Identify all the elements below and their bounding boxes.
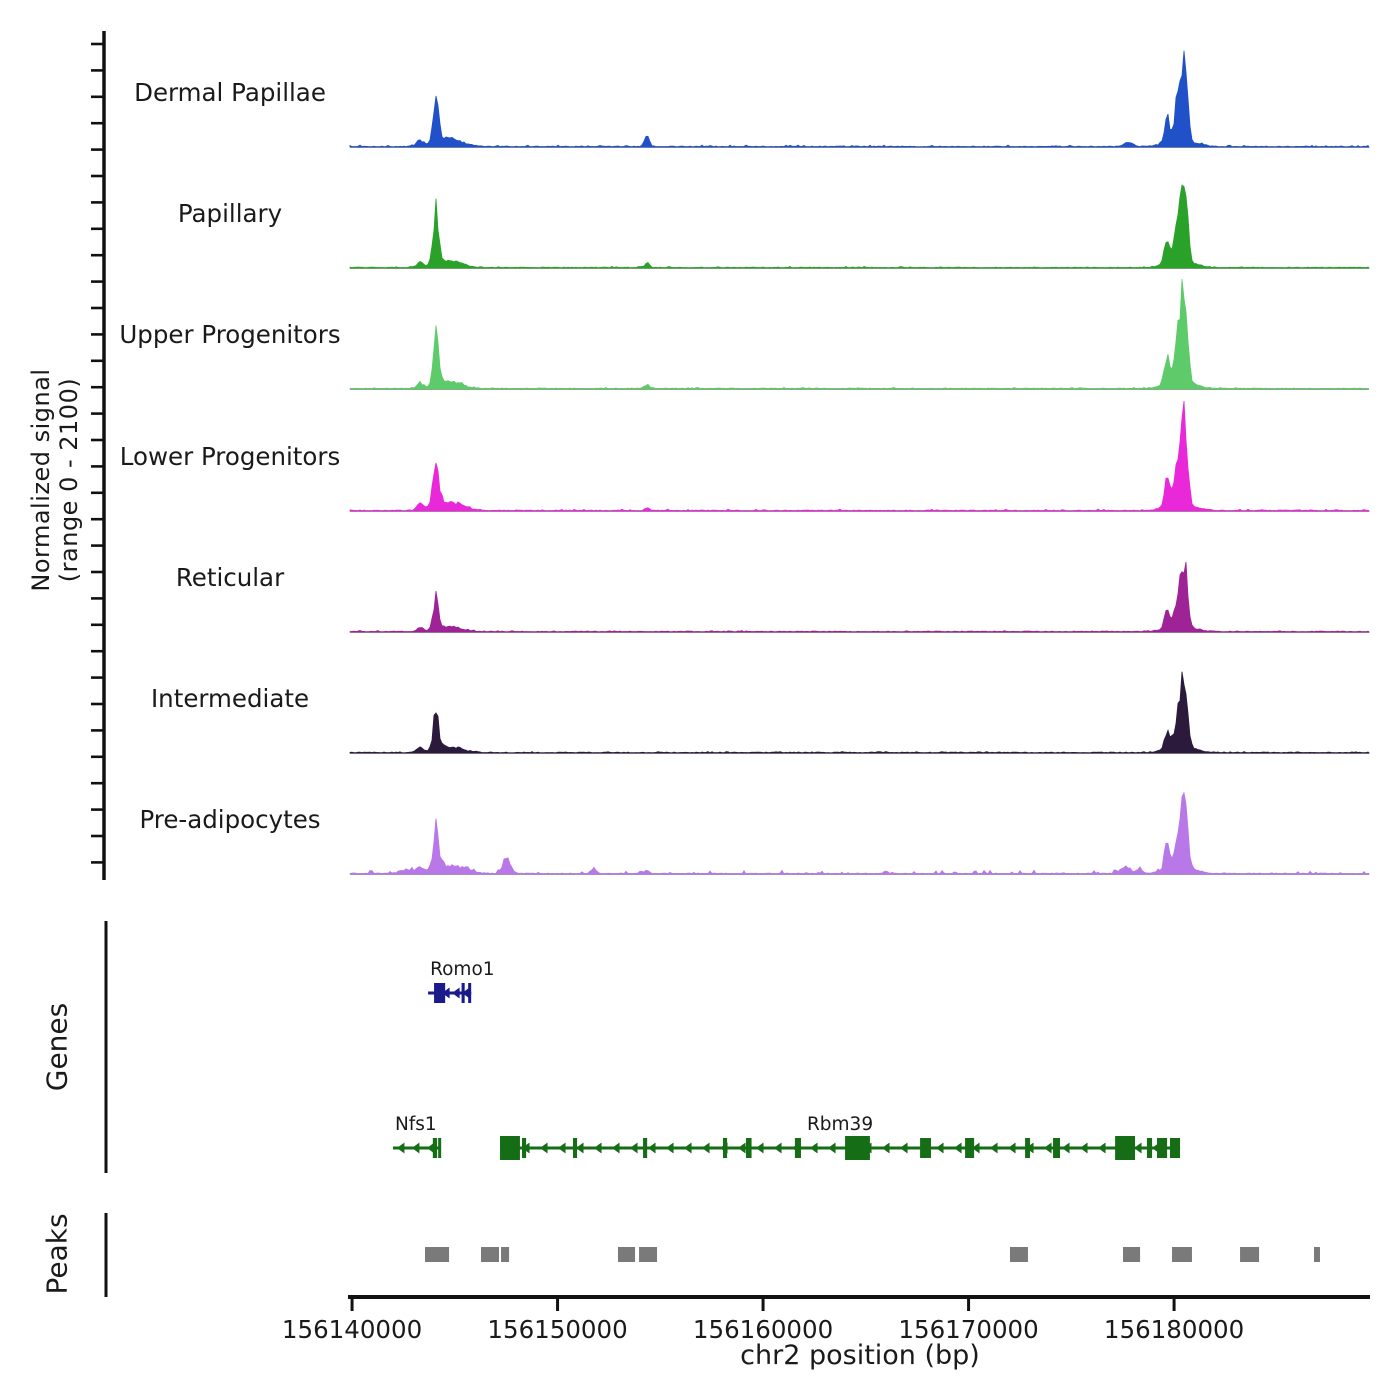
gene-exon [434, 983, 445, 1003]
gene-exon [746, 1138, 752, 1158]
signal-track-papillary [350, 185, 1369, 268]
gene-strand-arrow [936, 1143, 944, 1154]
track-label: Dermal Papillae [134, 78, 326, 107]
gene-strand-arrow [558, 1143, 566, 1154]
gene-strand-arrow [900, 1143, 908, 1154]
track-label: Lower Progenitors [119, 442, 341, 471]
peaks-section-label: Peaks [40, 1213, 74, 1295]
gene-exon [462, 983, 465, 1003]
gene-strand-arrow [594, 1143, 602, 1154]
gene-exon [433, 1138, 437, 1158]
gene-exon [438, 1138, 441, 1158]
gene-strand-arrow [810, 1143, 818, 1154]
genes-section-label: Genes [40, 1002, 74, 1092]
gene-strand-arrow [954, 1143, 962, 1154]
gene-strand-arrow [1044, 1143, 1052, 1154]
gene-exon [845, 1136, 870, 1160]
gene-exon [965, 1138, 974, 1158]
track-label: Papillary [177, 199, 283, 228]
gene-exon [500, 1136, 520, 1160]
gene-exon [1053, 1138, 1060, 1158]
peak-interval [618, 1247, 635, 1262]
peak-interval [481, 1247, 499, 1262]
track-label: Upper Progenitors [119, 320, 341, 349]
gene-strand-arrow [702, 1143, 710, 1154]
gene-label: Rbm39 [806, 1114, 874, 1135]
gene-strand-arrow [684, 1143, 692, 1154]
x-axis-tick-label: 156140000 [281, 1315, 423, 1344]
gene-exon [643, 1138, 647, 1158]
gene-strand-arrow [990, 1143, 998, 1154]
gene-strand-arrow [397, 1143, 405, 1154]
gene-exon [522, 1138, 526, 1158]
gene-exon [468, 983, 471, 1003]
peak-interval [1172, 1247, 1192, 1262]
x-axis-tick-label: 156150000 [487, 1315, 628, 1344]
signal-track-lower-progenitors [350, 401, 1369, 511]
gene-strand-arrow [1008, 1143, 1016, 1154]
gene-strand-arrow [452, 988, 460, 999]
peak-interval [1123, 1247, 1140, 1262]
gene-strand-arrow [648, 1143, 656, 1154]
gene-strand-arrow [612, 1143, 620, 1154]
gene-exon [1115, 1136, 1135, 1160]
gene-strand-arrow [1062, 1143, 1070, 1154]
y-axis-label-line2: (range 0 - 2100) [55, 377, 83, 583]
gene-strand-arrow [882, 1143, 890, 1154]
gene-strand-arrow [756, 1143, 764, 1154]
gene-strand-arrow [1080, 1143, 1088, 1154]
gene-strand-arrow [630, 1143, 638, 1154]
signal-track-reticular [350, 562, 1369, 632]
gene-strand-arrow [540, 1143, 548, 1154]
y-axis-label-line1: Normalized signal [27, 368, 55, 592]
gene-exon [920, 1138, 931, 1158]
gene-exon [795, 1138, 801, 1158]
peak-interval [501, 1247, 509, 1262]
gene-strand-arrow [1134, 1143, 1142, 1154]
gene-exon [1147, 1138, 1152, 1158]
gene-strand-arrow [738, 1143, 746, 1154]
gene-strand-arrow [576, 1143, 584, 1154]
gene-exon [723, 1138, 727, 1158]
signal-track-upper-progenitors [350, 279, 1369, 389]
gene-label: Romo1 [430, 959, 495, 980]
peak-interval [639, 1247, 657, 1262]
x-axis-tick-label: 156160000 [692, 1315, 834, 1344]
track-label: Reticular [175, 563, 285, 592]
peak-interval [1314, 1247, 1320, 1262]
gene-strand-arrow [412, 1143, 420, 1154]
gene-strand-arrow [666, 1143, 674, 1154]
x-axis-title: chr2 position (bp) [740, 1340, 980, 1371]
gene-label: Nfs1 [394, 1114, 437, 1135]
track-label: Intermediate [150, 684, 310, 713]
x-axis-tick-label: 156170000 [898, 1315, 1039, 1344]
signal-track-dermal-papillae [350, 51, 1369, 147]
peak-interval [1010, 1247, 1028, 1262]
signal-track-intermediate [350, 672, 1369, 753]
gene-strand-arrow [828, 1143, 836, 1154]
signal-track-pre-adipocytes [350, 793, 1369, 874]
track-label: Pre-adipocytes [139, 805, 321, 834]
peak-interval [1240, 1247, 1259, 1262]
gene-exon [1025, 1138, 1030, 1158]
gene-exon [1170, 1138, 1180, 1158]
gene-exon [573, 1138, 577, 1158]
gene-strand-arrow [774, 1143, 782, 1154]
x-axis-tick-label: 156180000 [1103, 1315, 1245, 1344]
gene-strand-arrow [1098, 1143, 1106, 1154]
gene-exon [1157, 1138, 1167, 1158]
peak-interval [425, 1247, 449, 1262]
